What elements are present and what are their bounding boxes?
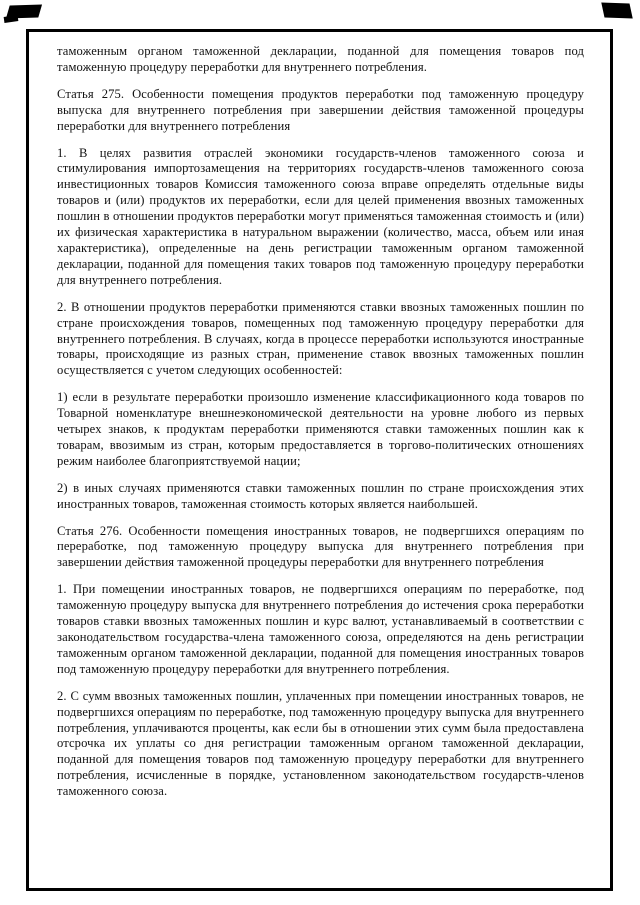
article-276-clause-1: 1. При помещении иностранных товаров, не подвергшихся операциям по переработке, под таможенную процедуру выпуска для внутреннего потребления до истечения срока переработки товаров ставки ввозных таможенных пошлин и курс валют, устанавливаемый в соответствии с законодательством государства-члена таможенного союза, определяются на день регистрации таможенным органом таможенной декларации, поданной для помещения иностранных товаров под таможенную процедуру переработки для внутреннего потребления. <box>57 582 584 676</box>
article-275-clause-2-item-1: 1) если в результате переработки произошло изменение классификационного кода товаров по Товарной номенклатуре внешнеэкономической деятельности на уровне любого из первых четырех знаков, к продуктам переработки применяются ставки таможенных пошлин как к товарам, ввозимым из стран, которым предоставляется в торгово-политических отношениях режим наиболее благоприятствуемой нации; <box>57 390 584 468</box>
article-275-clause-2: 2. В отношении продуктов переработки применяются ставки ввозных таможенных пошлин по стране происхождения товаров, помещенных под таможенную процедуру переработки для внутреннего потребления. В случаях, когда в процессе переработки используются иностранные товары, происходящие из разных стран, применение ставок ввозных таможенных пошлин осуществляется с учетом следующих особенностей: <box>57 299 584 378</box>
article-276-clause-2: 2. С сумм ввозных таможенных пошлин, уплаченных при помещении иностранных товаров, не подвергшихся операциям по переработке, под таможенную процедуру выпуска для внутреннего потребления, уплачиваются проценты, как если бы в отношении этих сумм была предоставлена отсрочка их уплаты со дня регистрации таможенным органом таможенной декларации, поданной для помещения товаров под таможенную процедуру переработки для внутреннего потребления, исчисленные в порядке, установленном законодательством государств-членов таможенного союза. <box>57 688 584 799</box>
document-body <box>57 44 584 865</box>
article-276-heading: Статья 276. Особенности помещения иностранных товаров, не подвергшихся операциям по переработке, под таможенную процедуру выпуска для внутреннего потребления при завершении действия таможенной процедуры переработки для внутреннего потребления <box>57 523 584 570</box>
article-275-clause-2-item-2: 2) в иных случаях применяются ставки таможенных пошлин по стране происхождения этих иностранных товаров, таможенная стоимость которых является наибольшей. <box>57 480 584 511</box>
scan-artifact-top-right <box>601 3 632 19</box>
scan-artifact-top-left-secondary <box>4 15 19 23</box>
paragraph-continuation: таможенным органом таможенной декларации, поданной для помещения товаров под таможенную процедуру переработки для внутреннего потребления. <box>57 44 584 74</box>
article-275-clause-1: 1. В целях развития отраслей экономики государств-членов таможенного союза и стимулирования импортозамещения на территориях государств-членов таможенного союза инвестиционных товаров Комиссия таможенного союза вправе определять отдельные виды товаров и (или) продуктов их переработки, если для целей применения ввозных таможенных пошлин в отношении продуктов переработки могут применяться таможенная стоимость и (или) их физическая характеристика в натуральном выражении (количество, масса, объем или иная характеристика), определенные на день регистрации таможенным органом таможенной декларации, поданной для помещения таких товаров под таможенную процедуру переработки для внутреннего потребления. <box>57 145 584 287</box>
article-275-heading: Статья 275. Особенности помещения продуктов переработки под таможенную процедуру выпуска для внутреннего потребления при завершении действия таможенной процедуры переработки для внутреннего потребления <box>57 86 584 133</box>
